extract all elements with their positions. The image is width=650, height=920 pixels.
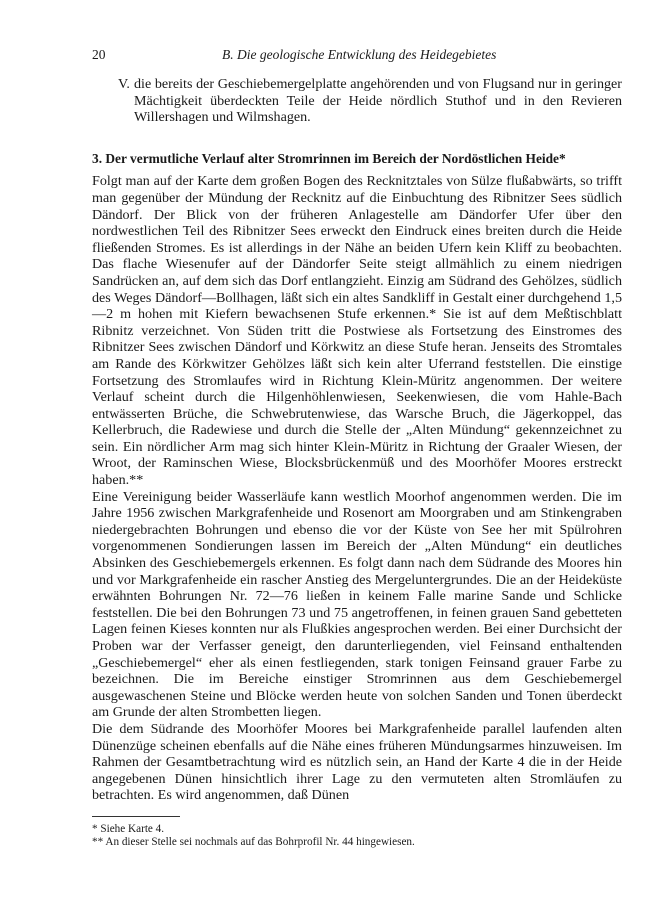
footnote-divider <box>92 816 180 817</box>
footnote-2: ** An dieser Stelle sei nochmals auf das Bohrprofil Nr. 44 hingewiesen. <box>92 836 415 849</box>
paragraph-1: Folgt man auf der Karte dem großen Bogen des Recknitztales von Sülze flußabwärts, so trifft man gegenüber der Mündung der Recknitz auf die Einbuchtung des Ribnitzer Sees südlich Dändorf. Der Blick von der früheren Anlagestelle am Dändorfer Ufer über den nordwestlichen Teil des Ribnitzer Sees erweckt den Eindruck eines breiten durch die Heide fließenden Stromes. Es ist allerdings in der Nähe an beiden Ufern kein Kliff zu beobachten. Das flache Wiesenufer auf der Dändorfer Seite steigt allmählich zu einem niedrigen Sandrücken an, auf dem sich das Dorf entlangzieht. Einzig am Südrand des Gehölzes, südlich des Weges Dändorf—Bollhagen, läßt sich ein altes Sandkliff in Gestalt einer durchgehend 1,5—2 m hohen mit Kiefern bewachsenen Stufe erkennen.* Sie ist auf dem Meßtischblatt Ribnitz verzeichnet. Von Süden tritt die Postwiese als Fortsetzung des Einstromes des Ribnitzer Sees zwischen Dändorf und Körkwitz an diese Stufe heran. Jenseits des Stromtales am Rande des Körkwitzer Gehölzes läßt sich kein alter Uferrand feststellen. Die einstige Fortsetzung des Stromlaufes wird in Richtung Klein-Müritz angenommen. Der weitere Verlauf scheint durch die Hilgenhöhlenwiesen, Seekenwiesen, die vom Hahle-Bach entwässerten Brüche, die Schwebrutenwiese, das Warsche Bruch, die Jägerkoppel, das Kellerbruch, die Radewiese und durch die Stelle der „Alten Mündung“ gekennzeichnet zu sein. Ein nördlicher Arm mag sich hinter Klein-Müritz in Richtung der Graaler Wiesen, der Wroot, der Raminschen Wiese, Blocksbrückenmüß und des Moorhöfer Moores erstreckt haben.** <box>92 173 622 489</box>
paragraph-3: Die dem Südrande des Moorhöfer Moores bei Markgrafenheide parallel laufenden alten Dünenzüge scheinen ebenfalls auf die Nähe eines früheren Mündungsarmes hinzuweisen. Im Rahmen der Gesamtbetrachtung wird es nützlich sein, an Hand der Karte 4 die in der Heide angegebenen Dünen hinsichtlich ihrer Lage zu den vermuteten alten Stromläufen zu betrachten. Es wird angenommen, daß Dünen <box>92 720 622 804</box>
footnote-1: * Siehe Karte 4. <box>92 822 165 835</box>
list-item-text: die bereits der Geschiebemergelplatte angehörenden und von Flugsand nur in geringer Mächtigkeit überdeckten Teile der Heide nördlich Stuthof und in den Revieren Willershagen und Wilmshagen. <box>134 76 622 126</box>
running-head: B. Die geologische Entwicklung des Heidegebietes <box>222 47 497 62</box>
page-header <box>92 47 582 67</box>
list-item-v <box>118 76 622 126</box>
section-heading: 3. Der vermutliche Verlauf alter Stromrinnen im Bereich der Nordöstlichen Heide* <box>92 150 566 166</box>
list-marker: V. <box>118 76 130 92</box>
body-text <box>92 76 622 850</box>
page-number: 20 <box>92 47 106 62</box>
paragraph-2: Eine Vereinigung beider Wasserläufe kann westlich Moorhof angenommen werden. Die im Jahre 1956 zwischen Markgrafenheide und Rosenort am Moorgraben und am Stinkengraben niedergebrachten Bohrungen und ebenso die vor der Küste von See her mit Spülrohren vorgenommenen Sondierungen lassen im Bereich der „Alten Mündung“ ein deutliches Absinken des Geschiebemergels erkennen. Es folgt dann nach dem Südrande des Moores hin und vor Markgrafenheide ein rascher Anstieg des Mergeluntergrundes. Die an der Heideküste erwähnten Bohrungen Nr. 72—76 ließen in keinem Falle marine Sande und Schlicke feststellen. Die bei den Bohrungen 73 und 75 angetroffenen, in feinen grauen Sand gebetteten Lagen feinen Kieses konnten nur als Flußkies angesprochen werden. Bei einer Durchsicht der Proben war der Verfasser geneigt, den darunterliegenden, viel Feinsand enthaltenden „Geschiebemergel“ eher als einen festliegenden, stark tonigen Feinsand grauer Farbe zu bezeichnen. Die im Bereiche einstiger Stromrinnen aus dem Geschiebemergel ausgewaschenen Steine und Blöcke werden heute von solchen Sanden und Tonen überdeckt am Grunde der alten Strombetten liegen. <box>92 488 622 721</box>
